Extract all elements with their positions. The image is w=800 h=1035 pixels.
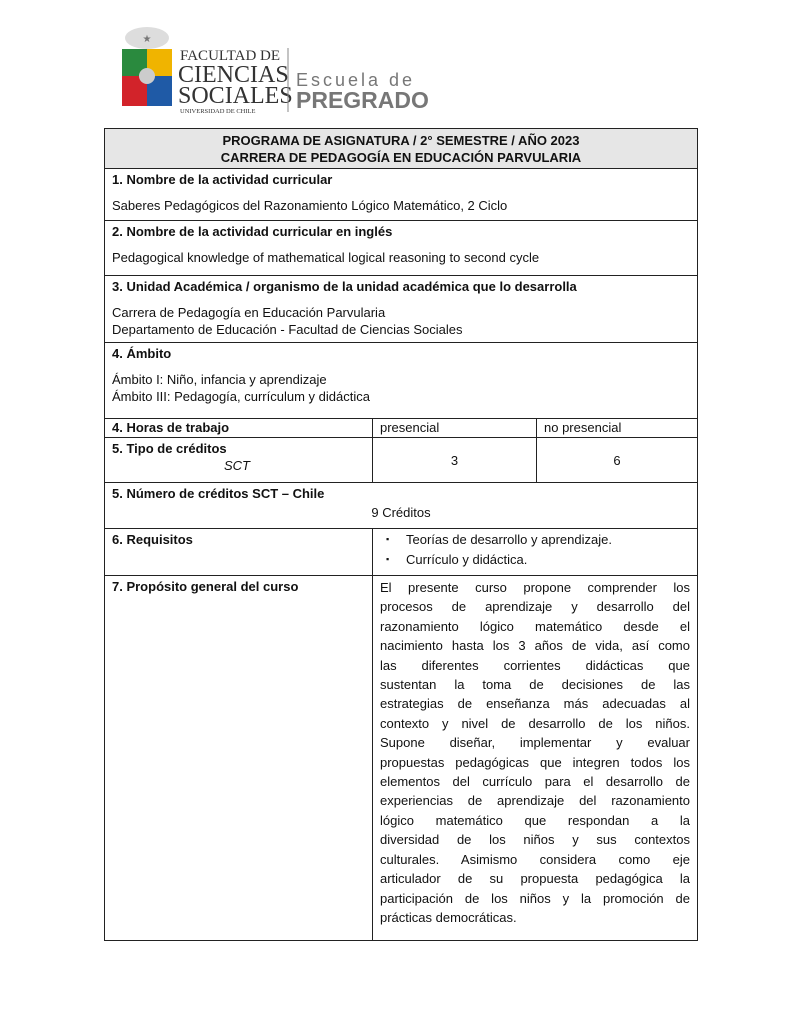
purpose-line: culturales. Asimismo considera como eje: [380, 851, 690, 867]
purpose-line: experiencias de aprendizaje del razonamiento: [380, 793, 690, 809]
section-academic-unit: [105, 276, 698, 343]
coat-of-arms-icon: [122, 27, 172, 106]
requirements-list: [373, 529, 698, 576]
faculty-logo: [118, 24, 438, 116]
section-value: Pedagogical knowledge of mathematical logical reasoning to second cycle: [112, 250, 540, 265]
logo-school-line: Escuela de: [296, 70, 416, 90]
purpose-line: diversidad de los niños y sus contextos: [380, 832, 690, 848]
section-english-name: [105, 221, 698, 276]
purpose-line: estrategias de enseñanza más adecuadas al: [380, 696, 690, 712]
credits-total: 9 Créditos: [371, 505, 431, 520]
logo-pregrado-line: PREGRADO: [296, 87, 429, 113]
career-title: CARRERA DE PEDAGOGÍA EN EDUCACIÓN PARVULARIA: [220, 150, 582, 165]
section-title: 5. Número de créditos SCT – Chile: [112, 486, 325, 501]
credits-type-sct: SCT: [224, 458, 250, 473]
course-program-table: [104, 128, 698, 941]
purpose-line: razonamiento lógico matemático desde el: [380, 618, 690, 634]
purpose-line: participación de los niños y la promoción de: [380, 890, 690, 906]
list-item: [380, 531, 690, 548]
hours-title: 4. Horas de trabajo: [112, 420, 230, 435]
purpose-line: propuestas pedagógicas que integren todos los: [380, 754, 690, 770]
credits-no-presencial: 6: [537, 438, 698, 483]
section-value: Departamento de Educación - Facultad de Ciencias Sociales: [112, 322, 463, 337]
section-credits-number: [105, 483, 698, 529]
requirements-title: 6. Requisitos: [112, 532, 193, 547]
requirement-text: Currículo y didáctica.: [406, 552, 528, 567]
section-scope: [105, 343, 698, 419]
purpose-line: las diferentes corrientes didácticas que: [380, 657, 690, 673]
section-value: Ámbito I: Niño, infancia y aprendizaje: [112, 372, 327, 387]
bullet-icon: ▪: [386, 554, 390, 564]
logo-ciencias-line: CIENCIAS: [178, 62, 289, 88]
logo-faculty-line: FACULTAD DE: [180, 48, 281, 64]
credits-type-title: 5. Tipo de créditos: [112, 441, 227, 456]
section-value: Ámbito III: Pedagogía, currículum y didáctica: [112, 389, 370, 404]
purpose-line: El presente curso propone comprender los: [380, 580, 690, 595]
purpose-line: sustentan la toma de decisiones de las: [380, 677, 690, 693]
section-title: 3. Unidad Académica / organismo de la unidad académica que lo desarrolla: [112, 279, 577, 294]
section-title: 1. Nombre de la actividad curricular: [112, 172, 333, 187]
table-header: [105, 129, 698, 169]
purpose-line: prácticas democráticas.: [380, 909, 517, 925]
hours-no-presencial: no presencial: [537, 419, 698, 438]
purpose-line: nacimiento hasta los 3 años de vida, así como: [380, 638, 690, 654]
purpose-line: lógico matemático que respondan a la: [380, 812, 690, 828]
purpose-line: elementos del currículo para el desarrollo de: [380, 774, 690, 790]
program-title: PROGRAMA DE ASIGNATURA / 2° SEMESTRE / AÑO 2023: [222, 133, 580, 148]
purpose-line: articulador de su propuesta pedagógica la: [380, 871, 690, 887]
purpose-text: [373, 576, 698, 941]
bullet-icon: ▪: [386, 534, 390, 544]
hours-presencial: presencial: [373, 419, 537, 438]
section-name: [105, 169, 698, 221]
list-item: [380, 551, 690, 568]
section-value: Saberes Pedagógicos del Razonamiento Lógico Matemático, 2 Ciclo: [112, 198, 508, 213]
purpose-line: contexto y nivel de desarrollo de los niños.: [380, 715, 690, 731]
section-title: 2. Nombre de la actividad curricular en inglés: [112, 224, 393, 239]
purpose-line: Supone diseñar, implementar y evaluar: [380, 735, 690, 751]
purpose-title: 7. Propósito general del curso: [112, 579, 299, 594]
requirement-text: Teorías de desarrollo y aprendizaje.: [406, 532, 612, 547]
purpose-line: procesos de aprendizaje y desarrollo del: [380, 599, 690, 615]
svg-text:★: ★: [142, 34, 152, 45]
logo-sociales-line: SOCIALES: [178, 83, 293, 109]
section-value: Carrera de Pedagogía en Educación Parvularia: [112, 305, 386, 320]
section-title: 4. Ámbito: [112, 346, 172, 361]
credits-presencial: 3: [373, 438, 537, 483]
logo-university-line: UNIVERSIDAD DE CHILE: [180, 108, 256, 115]
